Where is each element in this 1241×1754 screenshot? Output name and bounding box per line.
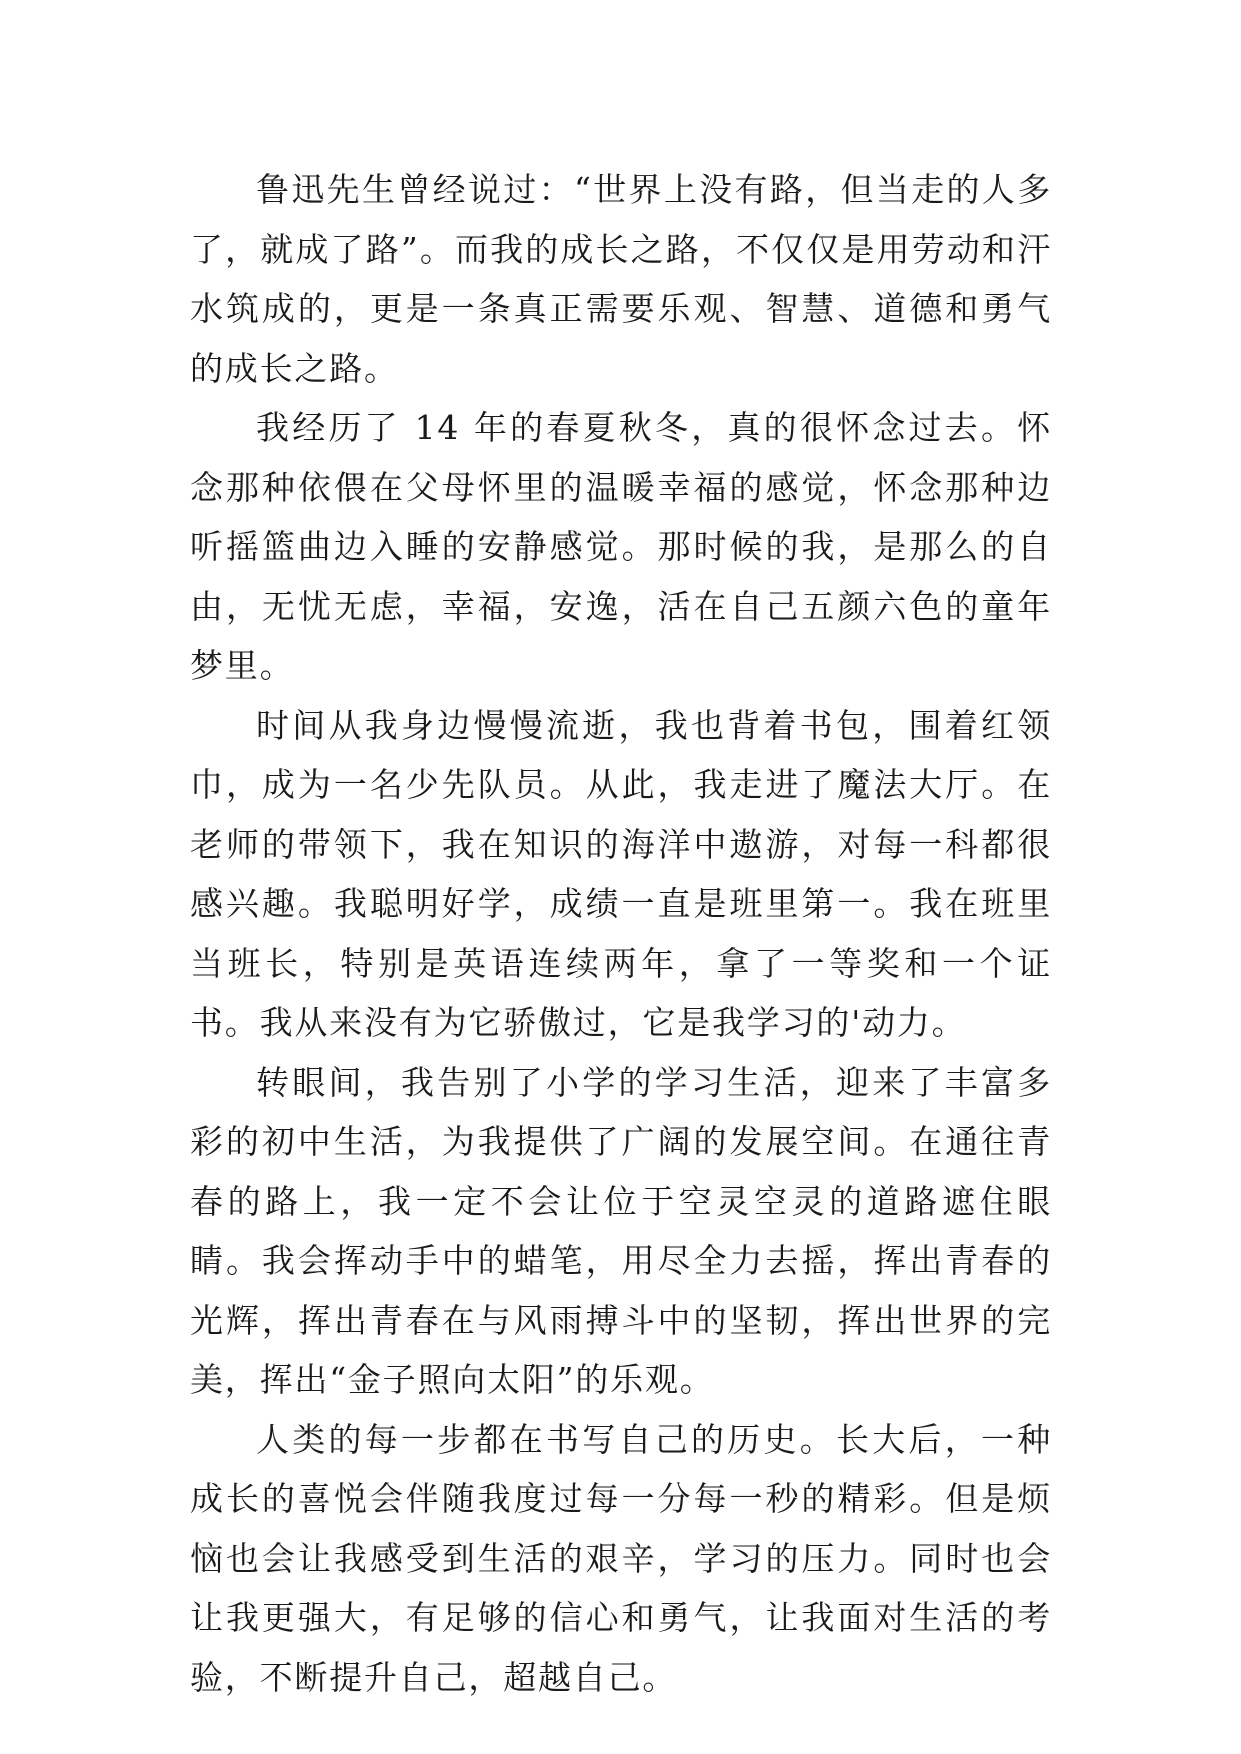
document-body [190, 160, 1052, 1707]
paragraph-4: 转眼间，我告别了小学的学习生活，迎来了丰富多彩的初中生活，为我提供了广阔的发展空间。在通往青春的路上，我一定不会让位于空灵空灵的道路遮住眼睛。我会挥动手中的蜡笔，用尽全力去摇，挥出青春的光辉，挥出青春在与风雨搏斗中的坚韧，挥出世界的完美，挥出“金子照向太阳”的乐观。 [190, 1062, 1052, 1399]
paragraph-2: 我经历了 14 年的春夏秋冬，真的很怀念过去。怀念那种依偎在父母怀里的温暖幸福的感觉，怀念那种边听摇篮曲边入睡的安静感觉。那时候的我，是那么的自由，无忧无虑，幸福，安逸，活在自己五颜六色的童年梦里。 [190, 408, 1052, 685]
paragraph-1: 鲁迅先生曾经说过：“世界上没有路，但当走的人多了，就成了路”。而我的成长之路，不仅仅是用劳动和汗水筑成的，更是一条真正需要乐观、智慧、道德和勇气的成长之路。 [190, 170, 1052, 388]
paragraph-5: 人类的每一步都在书写自己的历史。长大后，一种成长的喜悦会伴随我度过每一分每一秒的精彩。但是烦恼也会让我感受到生活的艰辛，学习的压力。同时也会让我更强大，有足够的信心和勇气，让我面对生活的考验，不断提升自己，超越自己。 [190, 1419, 1052, 1697]
paragraph-3: 时间从我身边慢慢流逝，我也背着书包，围着红领巾，成为一名少先队员。从此，我走进了魔法大厅。在老师的带领下，我在知识的海洋中遨游，对每一科都很感兴趣。我聪明好学，成绩一直是班里第一。我在班里当班长，特别是英语连续两年，拿了一等奖和一个证书。我从来没有为它骄傲过，它是我学习的'动力。 [190, 705, 1052, 1042]
